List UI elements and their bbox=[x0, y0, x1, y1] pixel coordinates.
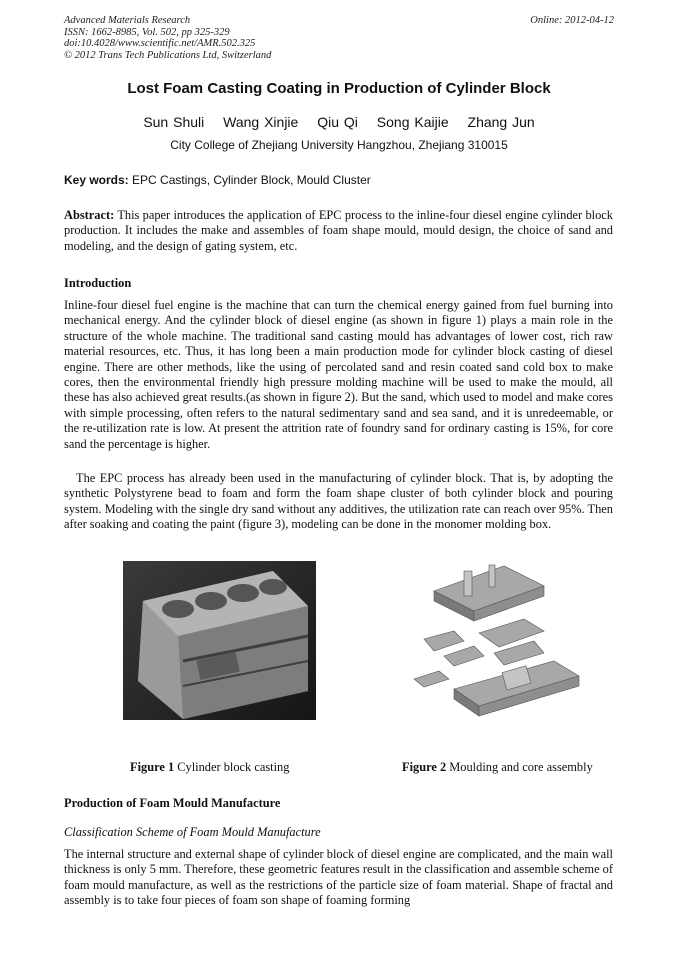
figure-1-label: Figure 1 bbox=[130, 760, 175, 774]
keywords bbox=[64, 173, 371, 187]
online-date: Online: 2012-04-12 bbox=[530, 15, 614, 26]
issn-line: ISSN: 1662-8985, Vol. 502, pp 325-329 bbox=[64, 26, 230, 38]
doi-line: doi:10.4028/www.scientific.net/AMR.502.325 bbox=[64, 38, 256, 49]
affiliation: City College of Zhejiang University Hangzhou, Zhejiang 310015 bbox=[170, 138, 508, 152]
section-heading: Production of Foam Mould Manufacture bbox=[64, 796, 281, 810]
journal-header bbox=[64, 15, 271, 61]
keywords-label: Key words: bbox=[64, 173, 129, 187]
mould-assembly-illustration bbox=[394, 561, 594, 741]
author: Wang Xinjie bbox=[223, 114, 299, 130]
abstract bbox=[64, 208, 613, 254]
author-list bbox=[0, 114, 678, 130]
keywords-text: EPC Castings, Cylinder Block, Mould Cluster bbox=[128, 173, 371, 187]
cylinder-block-photo bbox=[123, 561, 316, 720]
copyright-line: © 2012 Trans Tech Publications Ltd, Switzerland bbox=[64, 49, 272, 61]
figure-2-caption bbox=[402, 760, 593, 775]
introduction-paragraph-2: The EPC process has already been used in the manufacturing of cylinder block. That is, by adopting the synthetic Polystyrene bead to foam and form the foam shape cluster of both cylinder block and pouring system. Modeling with the single dry sand without any additives, the utilization rate can reach over 95%. Then after soaking and coating the paint (figure 3), modeling can be done in the monomer molding box. bbox=[64, 471, 613, 532]
abstract-label: Abstract: bbox=[64, 208, 115, 222]
figure-1-caption bbox=[130, 760, 289, 775]
figure-2-label: Figure 2 bbox=[402, 760, 447, 774]
author: Zhang Jun bbox=[467, 114, 535, 130]
abstract-text: This paper introduces the application of EPC process to the inline-four diesel engine cylinder block production. It includes the make and assembles of foam shape mould, mould design, the choice of sand and modeling, and the design of gating system, etc. bbox=[64, 208, 613, 253]
author: Sun Shuli bbox=[143, 114, 205, 130]
subsection-heading: Classification Scheme of Foam Mould Manufacture bbox=[64, 825, 321, 839]
section-paragraph: The internal structure and external shape of cylinder block of diesel engine are complicated, and the main wall thickness is only 5 mm. Therefore, these geometric features result in the classification and assemble scheme of foam mould manufacture, as well as the restrictions of the particle size of foam material. Shape of fractal and assembly is to take four pieces of foam son shape of foaming forming bbox=[64, 847, 613, 908]
introduction-heading: Introduction bbox=[64, 276, 132, 290]
author: Qiu Qi bbox=[317, 114, 358, 130]
figure-1-text: Cylinder block casting bbox=[174, 760, 290, 774]
introduction-paragraph-1: Inline-four diesel fuel engine is the machine that can turn the chemical energy gained from fuel burning into mechanical energy. And the cylinder block of diesel engine (as shown in figure 1) plays a main role in the structure of the whole machine. The traditional sand casting mould has advantages of lower cost, rich raw material resources, etc. Thus, it has long been a main production mode for cylinder block casting of diesel engine. There are other methods, like the using of percolated sand and resin coated sand cold box to make cores, then the environmental friendly high pressure molding machine will be used to make the mould, all these has also achieved great results.(as shown in figure 2). But the sand, which used to model and make cores with simple processing, often refers to the natural sedimentary sand and sea sand, and it is unredeemable, or the re-utilization rate is low. At present the attrition rate of foundry sand for ordinary casting is 15%, for core sand the percentage is higher. bbox=[64, 298, 613, 451]
journal-name: Advanced Materials Research bbox=[64, 15, 191, 26]
author: Song Kaijie bbox=[376, 114, 449, 130]
paper-title: Lost Foam Casting Coating in Production of Cylinder Block bbox=[127, 80, 551, 97]
figure-2-text: Moulding and core assembly bbox=[446, 760, 593, 774]
